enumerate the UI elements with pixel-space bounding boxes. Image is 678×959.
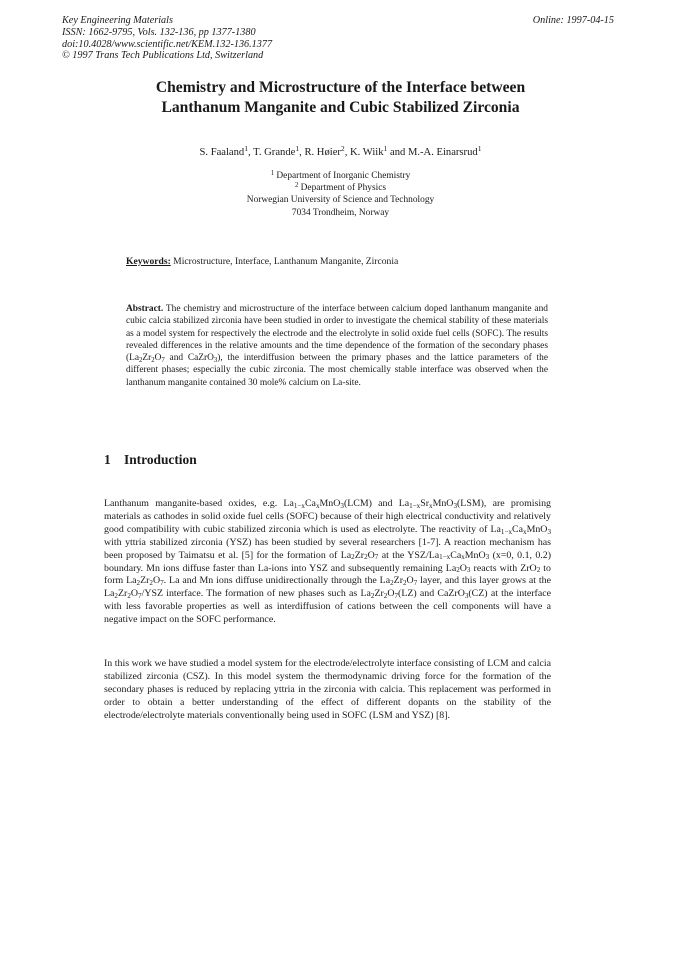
affiliations (62, 170, 619, 219)
intro-paragraph-1: Lanthanum manganite-based oxides, e.g. $La_{1-x}Ca_xMnO_3(LCM)$ and $La_{1-x}Sr_xMnO_3(LSM)$, are promising materials as cathodes in solid oxide fuel cells (SOFC) because of their high electrical conductivity and relatively good compatibility with cubic stabilized zirconia which is used as electrolyte. The reactivity of $La_{1-x}Ca_xMnO_3$ with yttria stabilized zirconia (YSZ) has been studied by several researchers [1-7]. A reaction mechanism has been proposed by Taimatsu et al. [5] for the formation of $La_2Zr_2O_7$ at the YSZ/$La_{1-x}Ca_xMnO_3$ (x=0, 0.1, 0.2) boundary. Mn ions diffuse faster than La-ions into YSZ and subsequently remaining $La_2O_3$ reacts with ZrO$_2$ to form $La_2Zr_2O_7$. La and Mn ions diffuse unidirectionally through the $La_2Zr_2O_7$ layer, and this layer grows at the $La_2Zr_2O_7$/YSZ interface. The formation of new phases such as $La_2Zr_2O_7(LZ)$ and CaZrO$_3$(CZ) at the interface with less favorable properties as well as interdiffusion of cations between the cell components will have a negative impact on the SOFC performance. (104, 498, 551, 626)
journal-issn: ISSN: 1662-9795, Vols. 132-136, pp 1377-1380 (62, 26, 256, 38)
address: 7034 Trondheim, Norway (291, 207, 390, 218)
keywords-text: Microstructure, Interface, Lanthanum Manganite, Zirconia (173, 256, 399, 267)
author: R. Høier$^2$ (304, 144, 345, 158)
intro-paragraph-2: In this work we have studied a model system for the electrode/electrolyte interface consisting of LCM and calcia stabilized zirconia (CSZ). In this model system the thermodynamic driving force for the formation of the secondary phases is reduced by replacing yttria in the zirconia with calcia. This replacement was performed in order to obtain a better understanding of the effect of different dopants on the stability of the electrode/electrolyte materials conventionally being used in SOFC (LSM and YSZ) [8]. (104, 658, 551, 721)
journal-citation (62, 15, 272, 62)
online-date: Online: 1997-04-15 (532, 15, 614, 26)
paper-title (62, 78, 619, 118)
journal-doi: doi:10.4028/www.scientific.net/KEM.132-136.1377 (62, 38, 273, 50)
abstract (126, 303, 548, 389)
author-list: S. Faaland$^1$, T. Grande$^1$, R. Høier$^2$, K. Wiik$^1$ and M.-A. Einarsrud$^1$ (199, 144, 482, 158)
section-heading (104, 452, 197, 468)
affiliation-1: $^1$ Department of Inorganic Chemistry (270, 169, 411, 181)
title-line-2: Lanthanum Manganite and Cubic Stabilized Zirconia (161, 99, 520, 116)
section-title: Introduction (124, 452, 197, 467)
keywords-label: Keywords: (126, 256, 171, 267)
section-number: 1 (104, 452, 111, 467)
keywords (126, 256, 398, 267)
journal-copyright: © 1997 Trans Tech Publications Ltd, Switzerland (62, 50, 264, 62)
author: S. Faaland$^1$ (199, 144, 249, 158)
university: Norwegian University of Science and Technology (246, 195, 435, 206)
abstract-text: The chemistry and microstructure of the interface between calcium doped lanthanum manganite and cubic calcia stabilized zirconia have been studied in order to investigate the chemical stability of these materials as a model system for respectively the electrode and the electrolyte in solid oxide fuel cells (SOFC). The results revealed differences in the relative amounts and the time dependence of the formation of the secondary phases ($La_2Zr_2O_7$ and CaZrO$_3$), the interdiffusion between the primary phases and the lattice parameters of the different phases; especially the cubic zirconia. The most chemically stable interface was observed when the lanthanum manganite contained 30 mole% calcium on La-site. (126, 304, 548, 388)
author: M.-A. Einarsrud$^1$ (407, 144, 482, 158)
journal-name: Key Engineering Materials (62, 15, 173, 26)
affiliation-2: $^2$ Department of Physics (294, 181, 387, 194)
author: K. Wiik$^1$ (350, 144, 388, 158)
abstract-label: Abstract. (126, 304, 164, 314)
title-line-1: Chemistry and Microstructure of the Interface between (155, 79, 526, 96)
author: T. Grande$^1$ (253, 144, 300, 158)
